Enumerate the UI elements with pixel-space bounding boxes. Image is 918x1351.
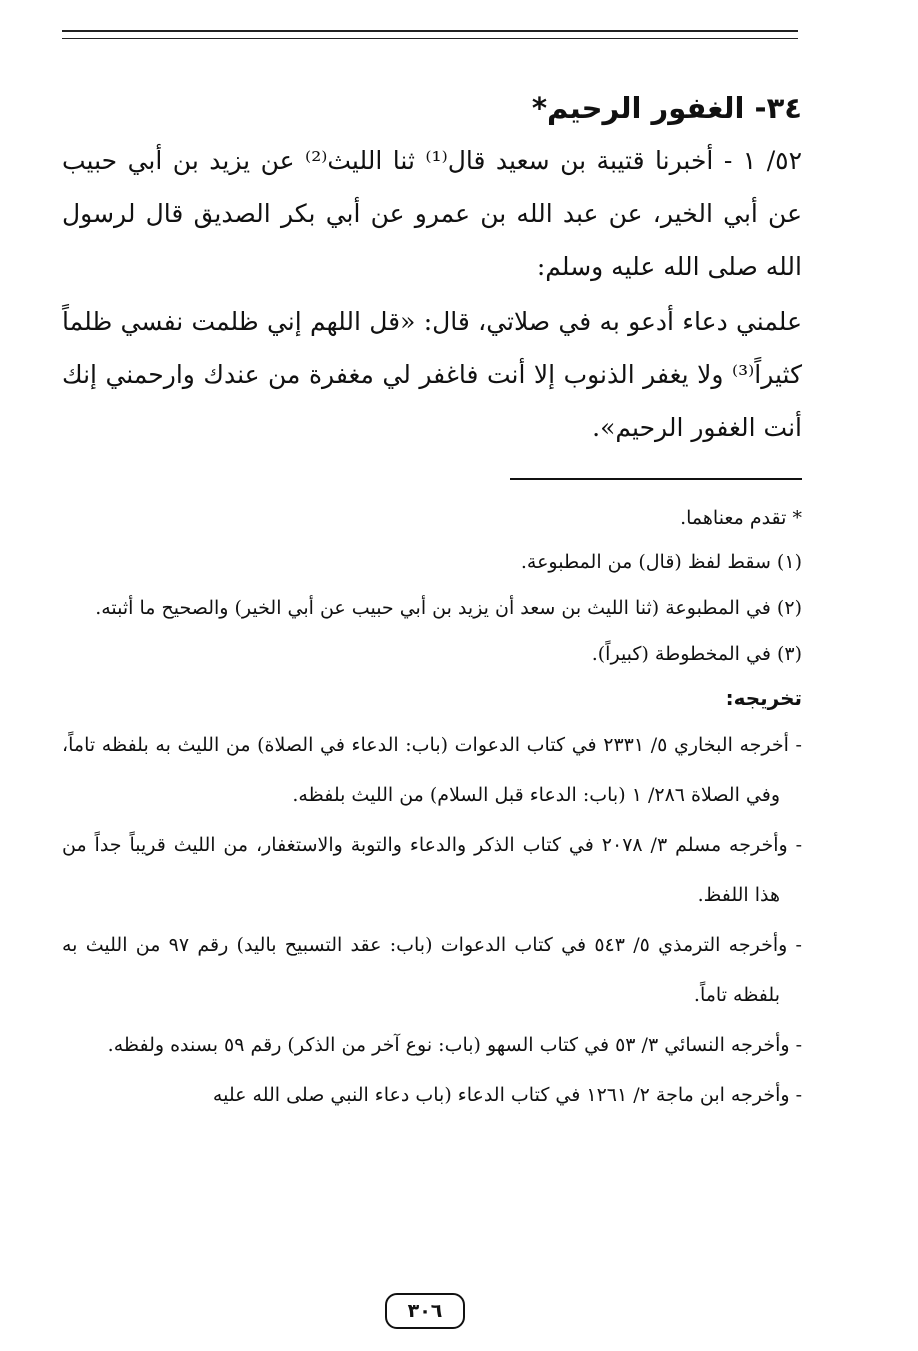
- footnote-1: (١) سقط لفظ (قال) من المطبوعة.: [520, 551, 802, 573]
- chapter-heading: ٣٤- الغفور الرحيم*: [531, 91, 802, 125]
- takhrij-item-muslim: - وأخرجه مسلم ٣/ ٢٠٧٨ في كتاب الذكر والدعاء والتوبة والاستغفار، من الليث قريباً جداً من هذا اللفظ.: [62, 834, 802, 906]
- page-number: ٣٠٦: [385, 1293, 465, 1329]
- page-body: [62, 82, 802, 1120]
- footnote-3: (٣) في المخطوطة (كبيراً).: [591, 643, 802, 665]
- takhrij-item-tirmidhi: - وأخرجه الترمذي ٥/ ٥٤٣ في كتاب الدعوات (باب: عقد التسبيح باليد) رقم ٩٧ من الليث به بلفظه تاماً.: [62, 934, 802, 1006]
- hadith-chain: ٥٢/ ١ - أخبرنا قتيبة بن سعيد قال⁽¹⁾ ثنا الليث⁽²⁾ عن يزيد بن أبي حبيب عن أبي الخير، عن عبد الله بن عمرو عن أبي بكر الصديق قال لرسول الله صلى الله عليه وسلم:: [62, 146, 802, 281]
- header-rule-thick: [62, 30, 798, 32]
- footnote-2: (٢) في المطبوعة (ثنا الليث بن سعد أن يزيد بن أبي حبيب عن أبي الخير) والصحيح ما أثبته.: [95, 597, 802, 619]
- header-rule-thin: [62, 38, 798, 39]
- takhrij-item-ibn-majah: - وأخرجه ابن ماجة ٢/ ١٢٦١ في كتاب الدعاء (باب دعاء النبي صلى الله عليه: [212, 1084, 802, 1106]
- footnote-star: * تقدم معناهما.: [680, 507, 802, 529]
- takhrij-title: تخريجه:: [725, 686, 802, 710]
- footnote-separator: [510, 478, 802, 480]
- takhrij-item-bukhari: - أخرجه البخاري ٥/ ٢٣٣١ في كتاب الدعوات (باب: الدعاء في الصلاة) من الليث به بلفظه تاماً، وفي الصلاة ٢٨٦/ ١ (باب: الدعاء قبل السلام) من الليث بلفظه.: [62, 734, 802, 806]
- hadith-text: علمني دعاء أدعو به في صلاتي، قال: «قل اللهم إني ظلمت نفسي ظلماً كثيراً⁽³⁾ ولا يغفر الذنوب إلا أنت فاغفر لي مغفرة من عندك وارحمني إنك أنت الغفور الرحيم».: [62, 307, 802, 442]
- takhrij-item-nasai: - وأخرجه النسائي ٣/ ٥٣ في كتاب السهو (باب: نوع آخر من الذكر) رقم ٥٩ بسنده ولفظه.: [107, 1034, 802, 1056]
